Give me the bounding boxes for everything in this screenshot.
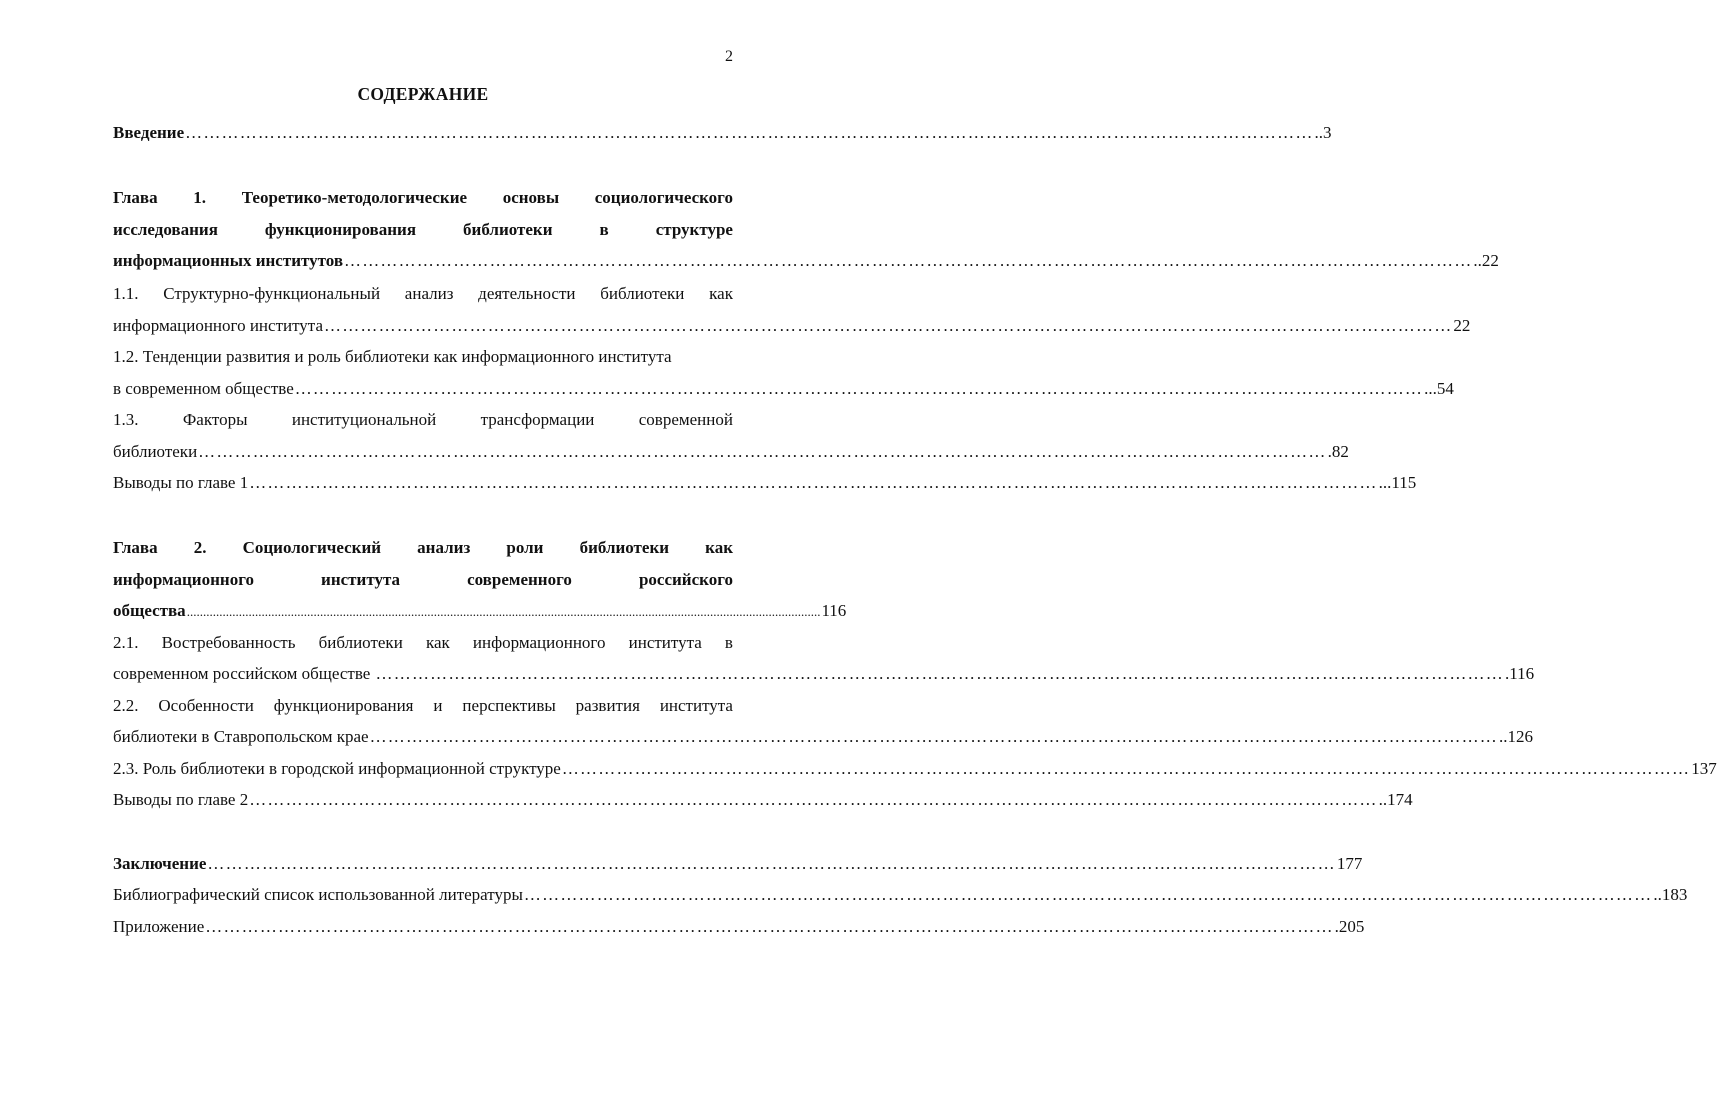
toc-section-1-2-line2[interactable]: [113, 379, 1454, 399]
leader-dots: ……………………………………………………………………………………………………………………………………………………………………: [185, 123, 1314, 142]
toc-section-2-2-line2[interactable]: [113, 727, 1534, 747]
leader-dots: ……………………………………………………………………………………………………………………………………………………………………: [205, 917, 1334, 936]
toc-page: ...115: [1378, 473, 1417, 492]
word: как: [709, 284, 733, 303]
toc-chapter2-line2[interactable]: [113, 570, 733, 590]
word: Востребованность: [161, 633, 296, 652]
word: как: [425, 633, 450, 652]
leader-dots: ……………………………………………………………………………………………………………………………………………………………………: [207, 854, 1336, 873]
toc-page: 177: [1336, 854, 1363, 873]
word: анализ: [417, 538, 471, 557]
toc-page: 116: [821, 601, 847, 620]
word: института: [321, 570, 401, 589]
leader-dots: ……………………………………………………………………………………………………………………………………………………………………: [198, 442, 1327, 461]
word: как: [705, 538, 733, 557]
word: анализ: [404, 284, 454, 303]
word: в: [724, 633, 733, 652]
word: Структурно-функциональный: [163, 284, 381, 303]
toc-entry-text: информационных институтов: [113, 251, 344, 270]
word: трансформации: [480, 410, 595, 429]
toc-page: ..126: [1499, 727, 1534, 746]
word: в: [599, 220, 609, 239]
word: и: [433, 696, 443, 715]
word: Социологический: [242, 538, 382, 557]
toc-page: 137: [1691, 759, 1717, 778]
leader-dots: ……………………………………………………………………………………………………………………………………………………………………: [523, 885, 1653, 904]
word: института: [628, 633, 702, 652]
toc-section-1-2-line1[interactable]: 1.2. Тенденции развития и роль библиотеки как информационного института: [113, 347, 672, 366]
word: института: [659, 696, 733, 715]
word: Глава: [113, 538, 158, 557]
toc-entry-text: Выводы по главе 2: [113, 790, 249, 809]
word: функционирования: [273, 696, 414, 715]
toc-conclusions-2[interactable]: [113, 790, 1413, 810]
toc-section-2-1-line1[interactable]: [113, 633, 733, 653]
page-number: 2: [725, 48, 733, 65]
toc-chapter2-line3[interactable]: [113, 601, 847, 622]
toc-conclusions-1[interactable]: [113, 473, 1417, 493]
word: современного: [467, 570, 572, 589]
word: библиотеки: [318, 633, 403, 652]
toc-entry-text: в современном обществе: [113, 379, 294, 398]
word: Факторы: [182, 410, 248, 429]
word: российского: [638, 570, 733, 589]
leader-dots: ……………………………………………………………………………………………………………………………………………………………………: [369, 727, 1499, 746]
word: основы: [502, 188, 560, 207]
toc-page: .116: [1504, 664, 1535, 683]
leader-dots: ...................................................................................................................................................................................................: [186, 604, 821, 619]
word: функционирования: [264, 220, 417, 239]
toc-chapter2-line1[interactable]: [113, 538, 733, 558]
toc-chapter1-line3[interactable]: [113, 251, 1499, 271]
word: 2.: [193, 538, 207, 557]
toc-page: ..3: [1314, 123, 1332, 142]
toc-page: ...54: [1424, 379, 1454, 398]
toc-section-1-3-line1[interactable]: [113, 410, 733, 430]
word: деятельности: [478, 284, 576, 303]
toc-page: 22: [1453, 316, 1471, 335]
leader-dots: ……………………………………………………………………………………………………………………………………………………………………: [375, 664, 1504, 683]
word: социологического: [594, 188, 733, 207]
toc-entry-text: информационного института: [113, 316, 323, 335]
toc-page: ..183: [1653, 885, 1688, 904]
toc-page: ..174: [1378, 790, 1413, 809]
word: роли: [506, 538, 544, 557]
toc-section-2-1-line2[interactable]: [113, 664, 1535, 684]
toc-section-1-3-line2[interactable]: [113, 442, 1349, 462]
toc-bibliography[interactable]: [113, 885, 1688, 905]
word: библиотеки: [579, 538, 670, 557]
toc-entry-text: 2.3. Роль библиотеки в городской информационной структуре: [113, 759, 561, 778]
toc-chapter1-line2[interactable]: [113, 220, 733, 240]
word: исследования: [113, 220, 218, 239]
word: 2.2.: [113, 696, 139, 715]
toc-entry-text: библиотеки в Ставропольском крае: [113, 727, 369, 746]
toc-entry-text: Выводы по главе 1: [113, 473, 249, 492]
page-title: СОДЕРЖАНИЕ: [357, 84, 489, 104]
word: Глава: [113, 188, 158, 207]
word: 1.1.: [113, 284, 139, 303]
leader-dots: ……………………………………………………………………………………………………………………………………………………………………: [249, 790, 1378, 809]
toc-conclusion[interactable]: [113, 854, 1363, 874]
toc-entry-text: Введение: [113, 123, 185, 142]
leader-dots: ……………………………………………………………………………………………………………………………………………………………………: [561, 759, 1691, 778]
leader-dots: ……………………………………………………………………………………………………………………………………………………………………: [249, 473, 1378, 492]
toc-page: .82: [1327, 442, 1349, 461]
leader-dots: ……………………………………………………………………………………………………………………………………………………………………: [324, 316, 1453, 335]
leader-dots: ……………………………………………………………………………………………………………………………………………………………………: [344, 251, 1473, 270]
word: 1.3.: [113, 410, 139, 429]
toc-entry-text: Библиографический список использованной литературы: [113, 885, 523, 904]
word: библиотеки: [600, 284, 685, 303]
toc-page: ..22: [1473, 251, 1499, 270]
word: перспективы: [462, 696, 556, 715]
word: институциональной: [291, 410, 437, 429]
leader-dots: ……………………………………………………………………………………………………………………………………………………………………: [294, 379, 1424, 398]
toc-chapter1-line1[interactable]: [113, 188, 733, 208]
toc-section-2-2-line1[interactable]: [113, 696, 733, 716]
toc-section-2-3[interactable]: [113, 759, 1717, 779]
toc-entry-text: Заключение: [113, 854, 207, 873]
toc-entry-text: современном российском обществе: [113, 664, 375, 683]
word: современной: [638, 410, 733, 429]
toc-entry-intro[interactable]: [113, 123, 1332, 143]
word: структуре: [655, 220, 733, 239]
toc-entry-text: Приложение: [113, 917, 205, 936]
word: развития: [575, 696, 640, 715]
word: Особенности: [158, 696, 254, 715]
toc-page: .205: [1334, 917, 1365, 936]
word: 2.1.: [113, 633, 139, 652]
word: информационного: [472, 633, 606, 652]
word: библиотеки: [463, 220, 553, 239]
word: информационного: [113, 570, 254, 589]
toc-appendix[interactable]: [113, 917, 1365, 937]
toc-entry-text: библиотеки: [113, 442, 198, 461]
toc-section-1-1-line2[interactable]: [113, 316, 1471, 336]
toc-section-1-1-line1[interactable]: [113, 284, 733, 304]
word: 1.: [193, 188, 207, 207]
word: Теоретико-методологические: [241, 188, 468, 207]
toc-entry-text: общества: [113, 601, 186, 620]
